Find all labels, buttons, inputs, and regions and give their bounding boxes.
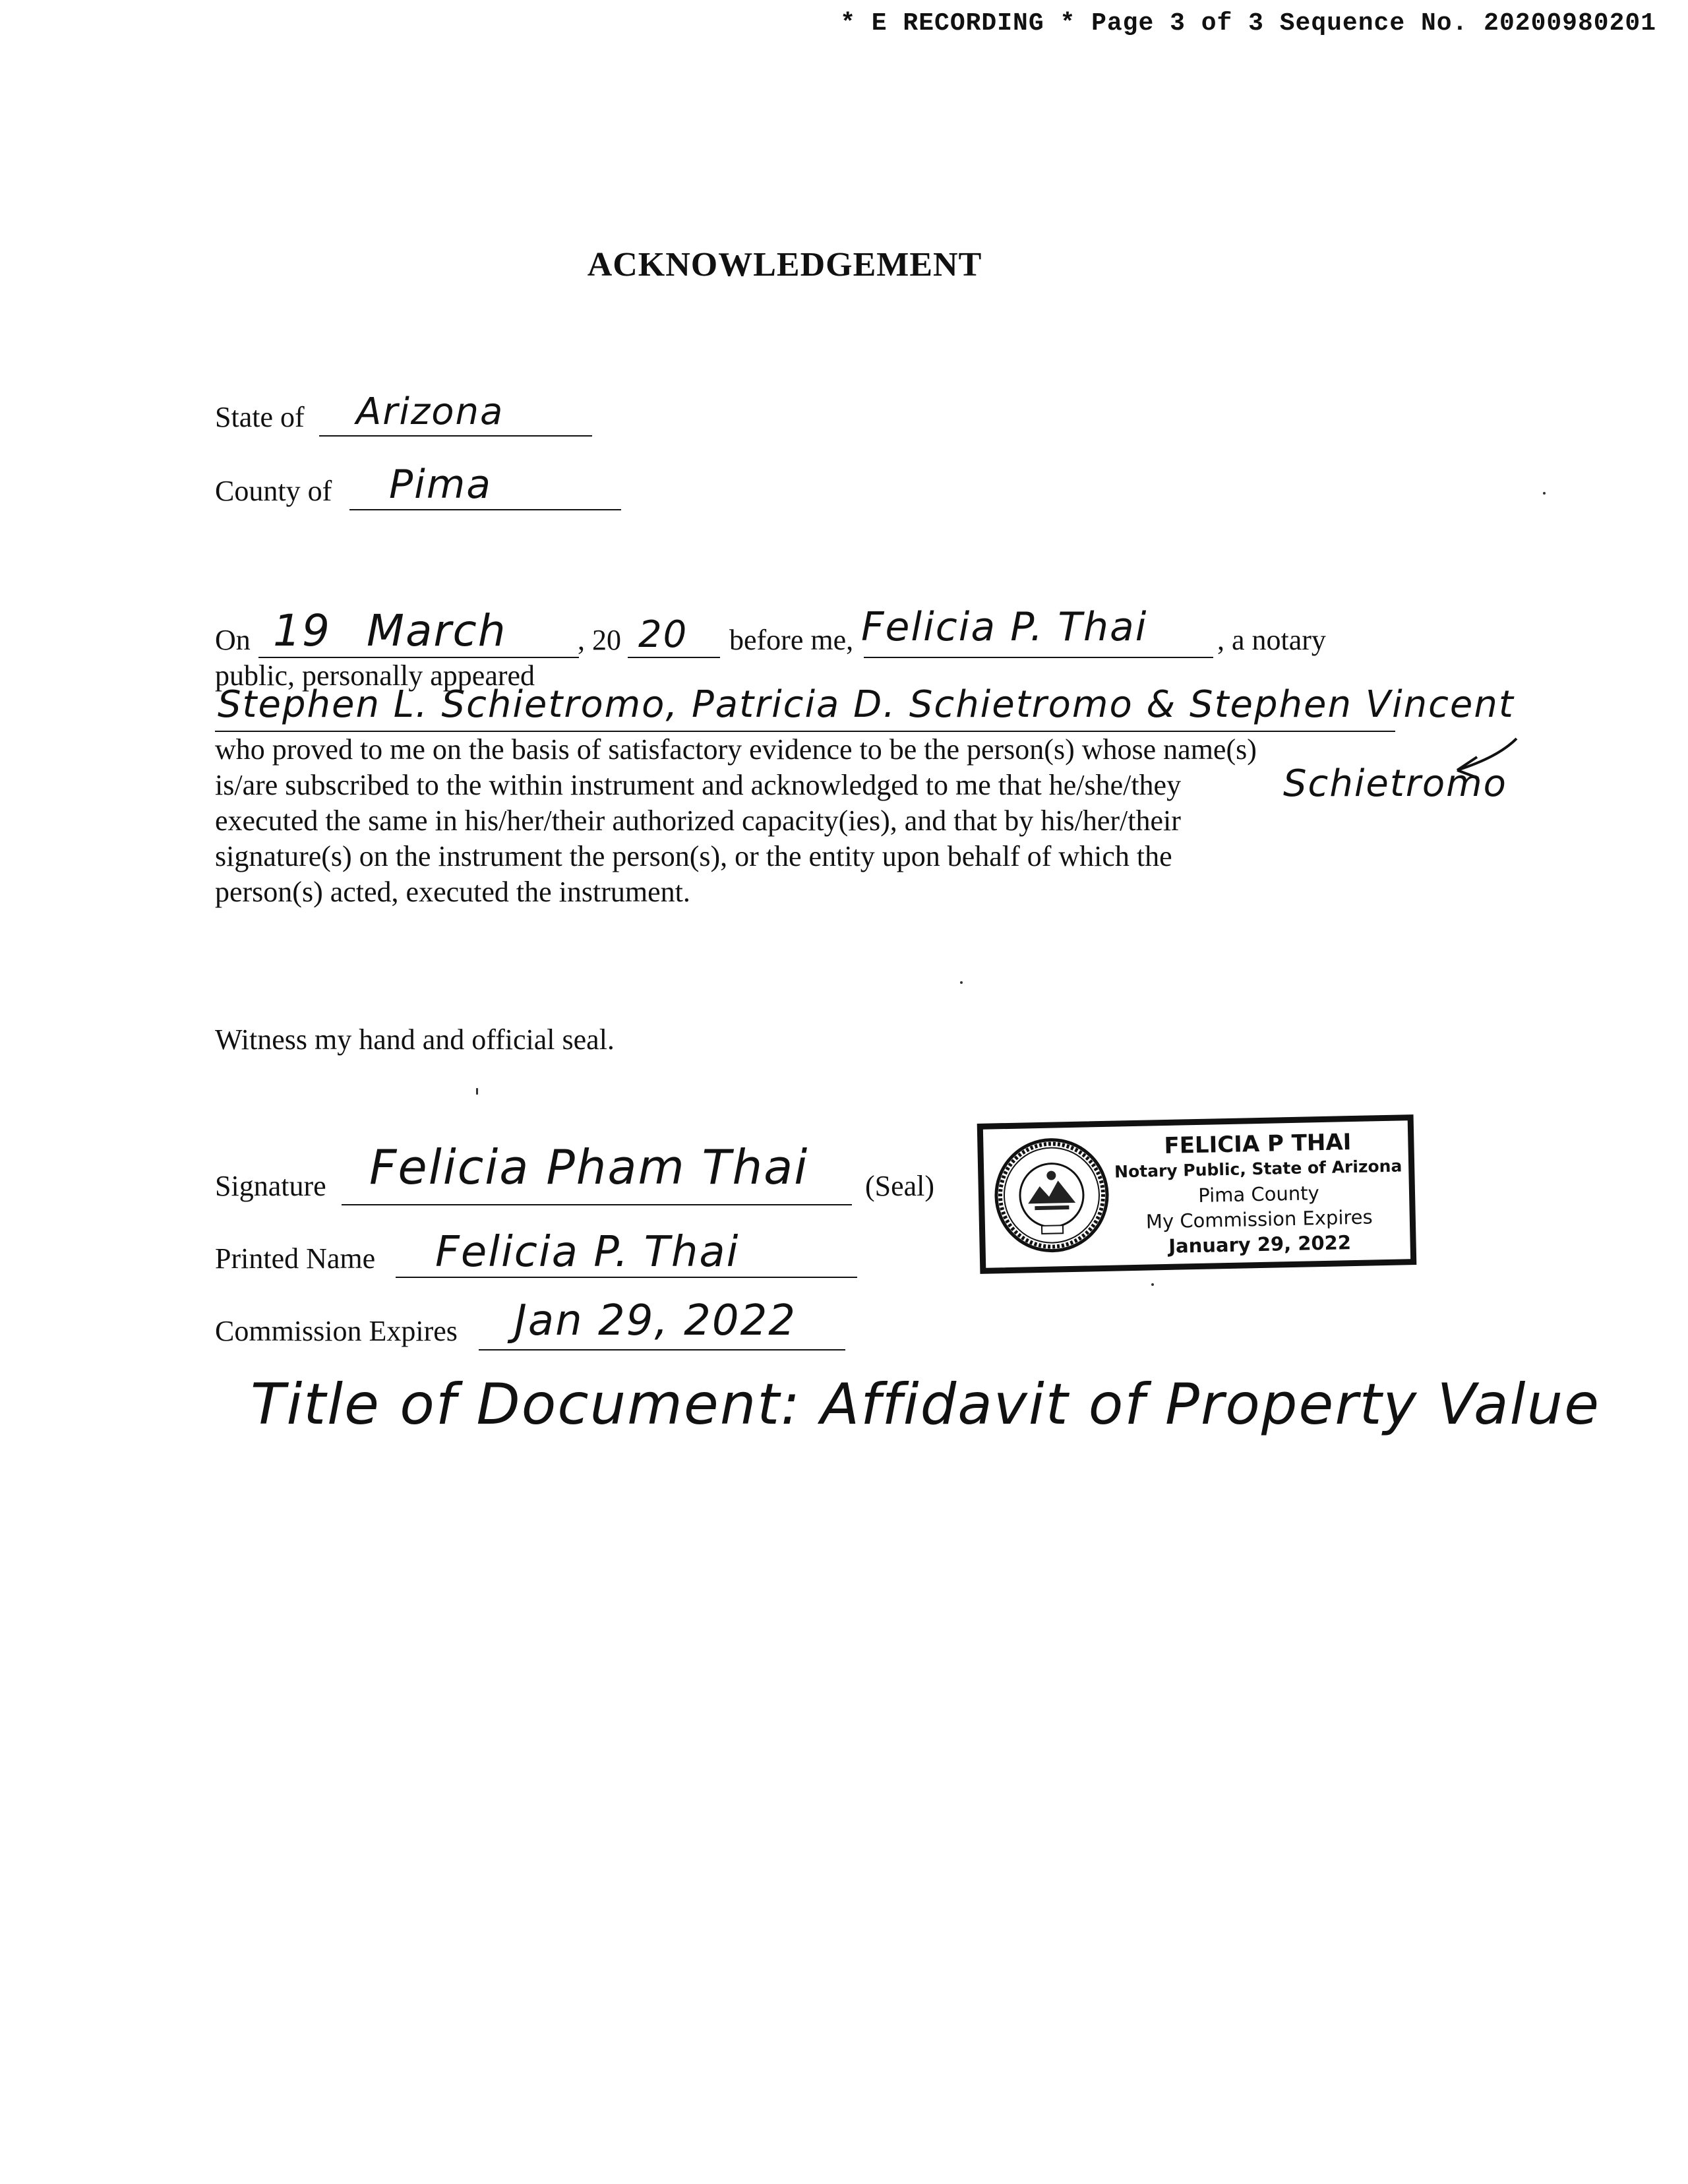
stamp-county: Pima County bbox=[1197, 1182, 1320, 1207]
printed-name-handwritten: Felicia P. Thai bbox=[435, 1228, 740, 1277]
signature-label: Signature bbox=[215, 1170, 326, 1202]
notary-stamp bbox=[977, 1114, 1417, 1274]
seal-label: (Seal) bbox=[865, 1170, 935, 1202]
a-notary-label: , a notary bbox=[1217, 624, 1326, 656]
commission-handwritten: Jan 29, 2022 bbox=[514, 1296, 797, 1345]
paragraph-line-4: signature(s) on the instrument the person(s), or the entity upon behalf of which the bbox=[215, 840, 1172, 872]
page-title: ACKNOWLEDGEMENT bbox=[587, 246, 982, 284]
signature-handwritten: Felicia Pham Thai bbox=[369, 1139, 809, 1195]
paragraph-line-1: who proved to me on the basis of satisfactory evidence to be the person(s) whose name(s) bbox=[215, 733, 1257, 766]
printed-name-underline bbox=[396, 1277, 857, 1278]
notary-name-underline bbox=[864, 657, 1213, 658]
notary-name-handwritten: Felicia P. Thai bbox=[861, 604, 1148, 650]
scan-speck bbox=[476, 1088, 478, 1095]
on-label: On bbox=[215, 624, 251, 656]
county-label: County of bbox=[215, 475, 332, 507]
appeared-names-continued: Schietromo bbox=[1283, 762, 1507, 805]
commission-label: Commission Expires bbox=[215, 1315, 458, 1347]
stamp-title: Notary Public, State of Arizona bbox=[1114, 1156, 1402, 1182]
month-handwritten: March bbox=[367, 605, 507, 656]
county-underline bbox=[349, 509, 621, 510]
year-prefix: , 20 bbox=[578, 624, 621, 656]
stamp-name: FELICIA P THAI bbox=[1164, 1129, 1352, 1160]
state-label: State of bbox=[215, 401, 305, 433]
before-me-label: before me, bbox=[729, 624, 854, 656]
recording-header: * E RECORDING * Page 3 of 3 Sequence No. 20200980201 bbox=[840, 9, 1656, 38]
county-handwritten: Pima bbox=[389, 462, 493, 508]
state-seal-icon bbox=[992, 1136, 1111, 1255]
commission-underline bbox=[479, 1349, 845, 1350]
signature-underline bbox=[342, 1204, 852, 1205]
appeared-names-handwritten: Stephen L. Schietromo, Patricia D. Schietromo & Stephen Vincent bbox=[218, 683, 1515, 726]
day-handwritten: 19 bbox=[273, 605, 331, 656]
scan-speck bbox=[960, 981, 963, 984]
title-of-document-handwritten: Title of Document: Affidavit of Property Value bbox=[251, 1372, 1600, 1438]
scan-speck bbox=[1543, 492, 1546, 495]
year-underline bbox=[628, 657, 720, 658]
paragraph-line-3: executed the same in his/her/their authorized capacity(ies), and that by his/her/their bbox=[215, 804, 1181, 837]
witness-text: Witness my hand and official seal. bbox=[215, 1023, 615, 1056]
personally-appeared-label: public, personally appeared bbox=[215, 659, 535, 692]
year-handwritten: 20 bbox=[638, 613, 688, 656]
arrow-icon bbox=[1451, 732, 1523, 785]
printed-name-label: Printed Name bbox=[215, 1242, 376, 1275]
stamp-commission-label: My Commission Expires bbox=[1145, 1205, 1373, 1233]
stamp-commission-date: January 29, 2022 bbox=[1168, 1231, 1352, 1258]
paragraph-line-5: person(s) acted, executed the instrument. bbox=[215, 876, 690, 908]
paragraph-line-2: is/are subscribed to the within instrument and acknowledged to me that he/she/they bbox=[215, 769, 1182, 801]
state-handwritten: Arizona bbox=[356, 390, 504, 433]
scan-speck bbox=[1151, 1283, 1154, 1286]
state-underline bbox=[319, 435, 592, 437]
